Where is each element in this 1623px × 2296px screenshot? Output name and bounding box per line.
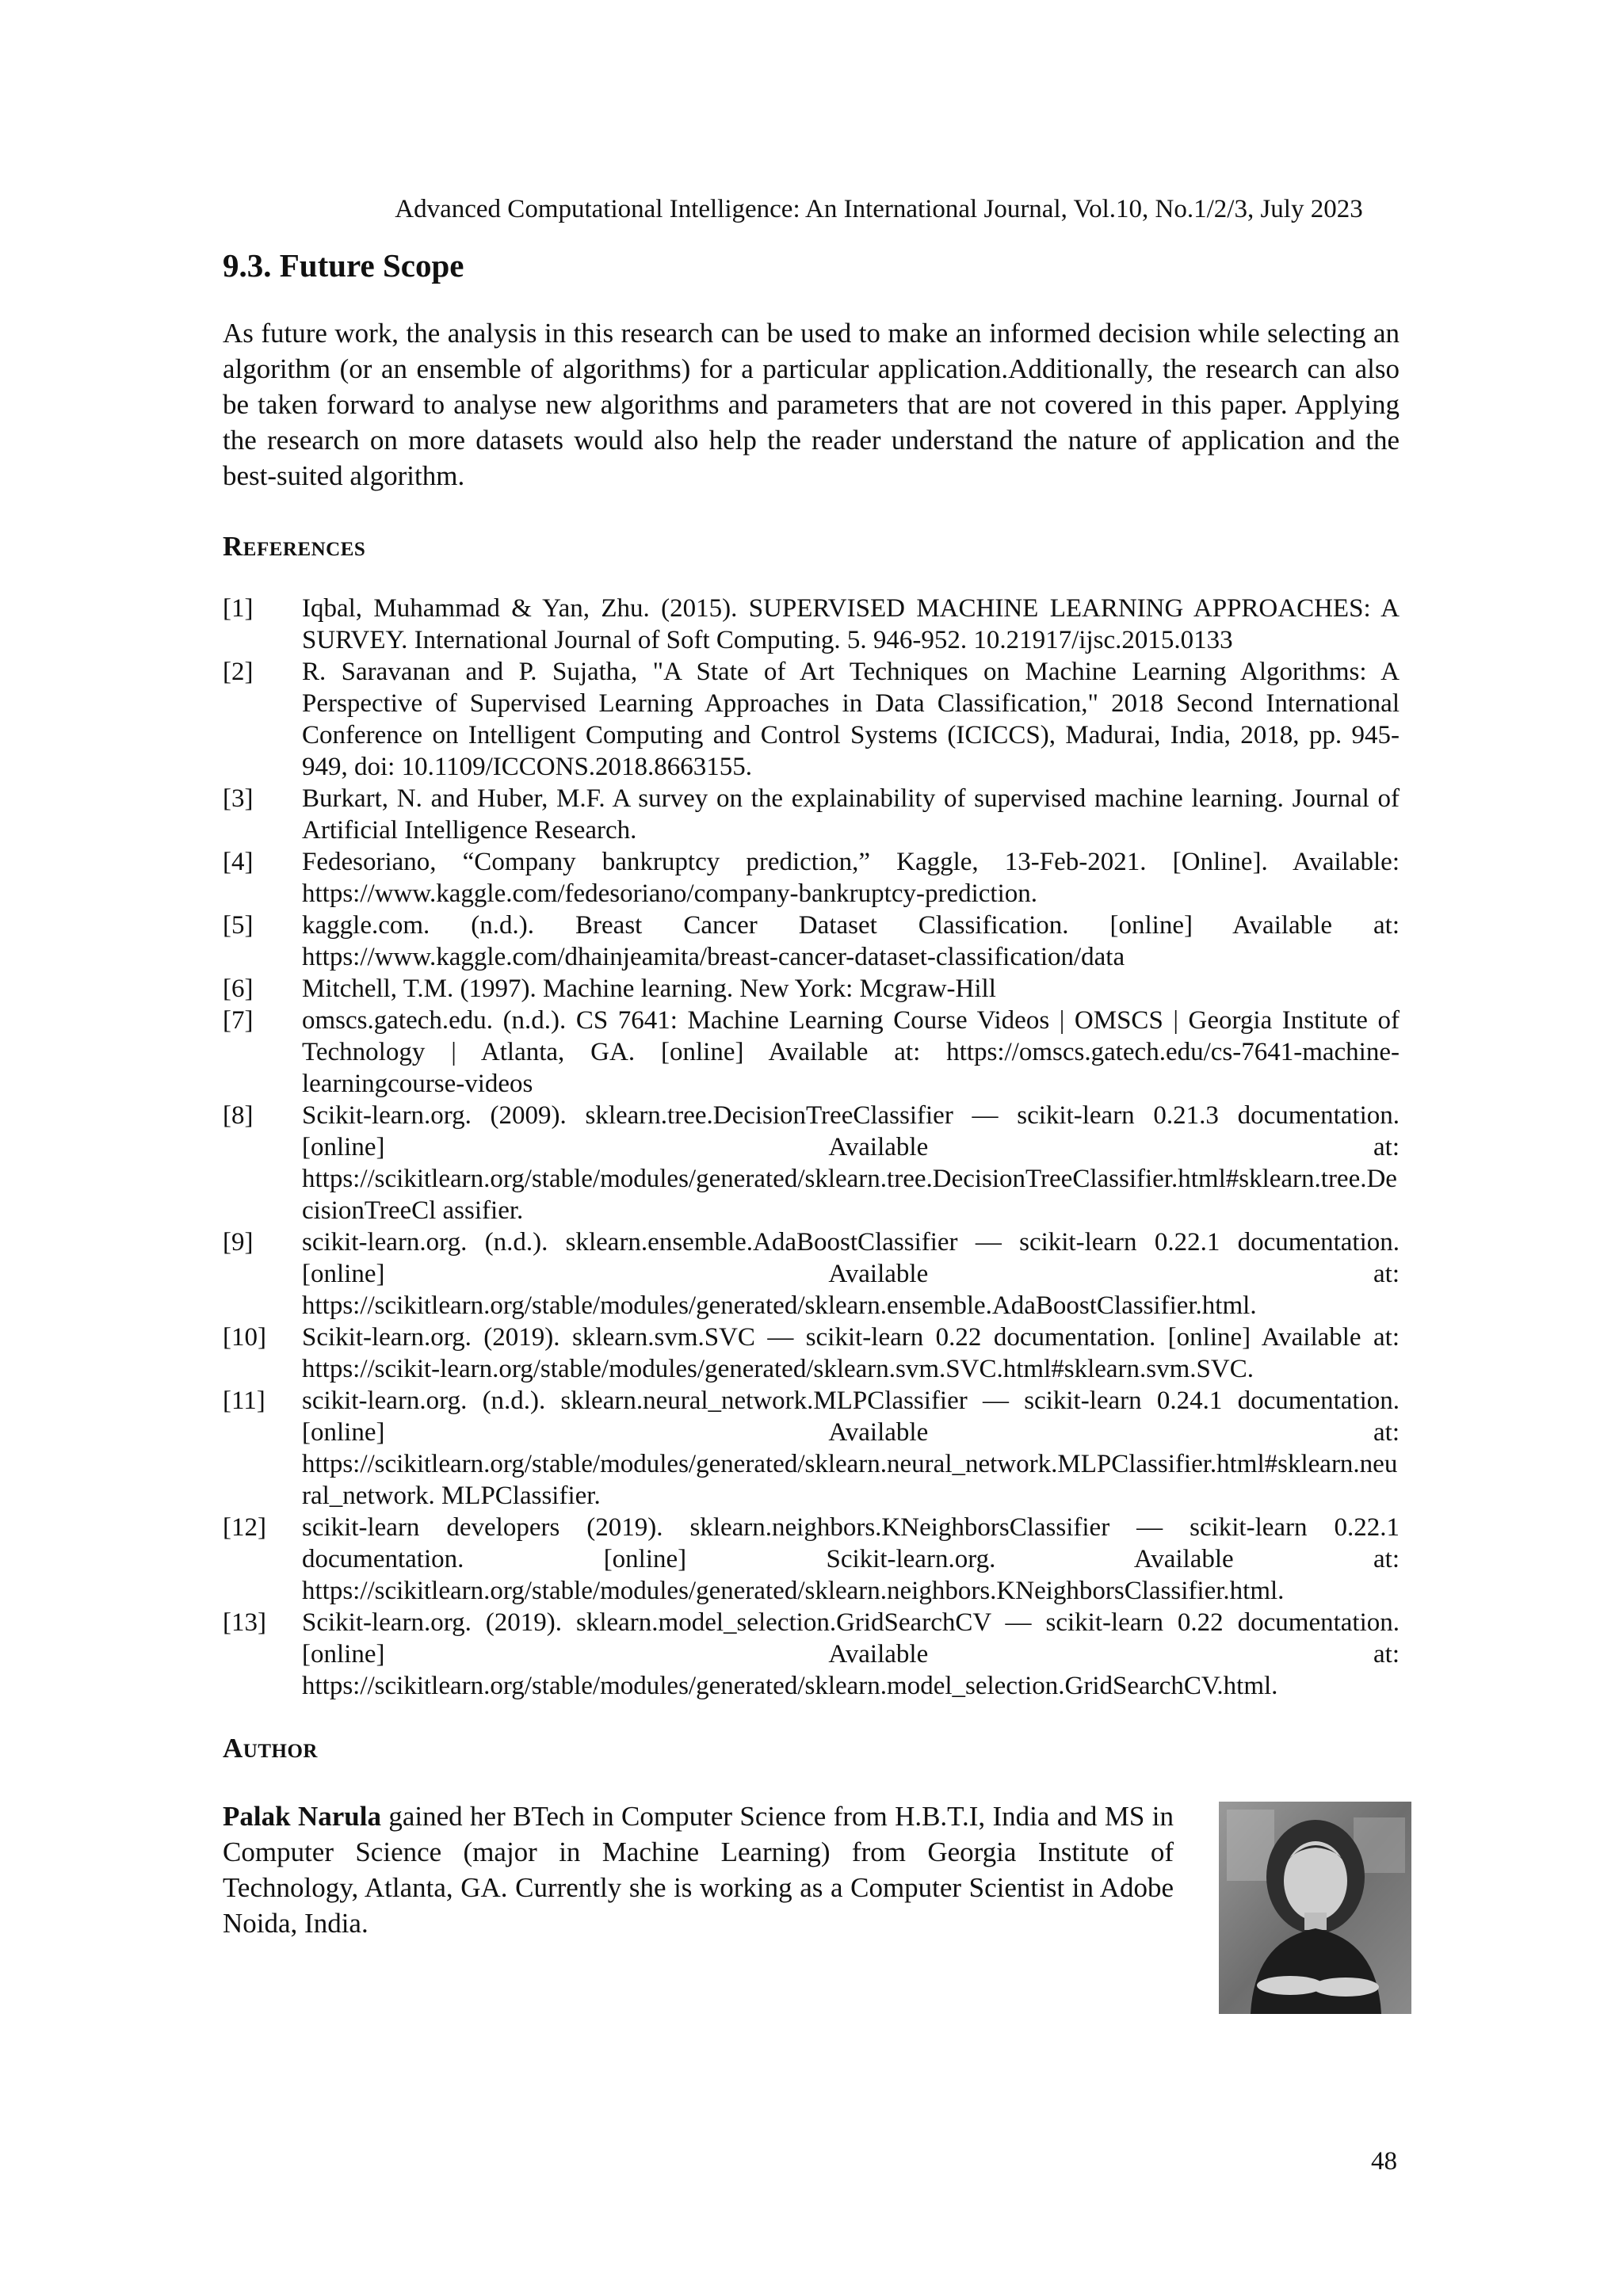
author-portrait-image [1219,1802,1411,2014]
reference-text: Scikit-learn.org. (2019). sklearn.svm.SVC — scikit-learn 0.22 documentation. [online] Available at: https://scikit-learn.org/stable/modules/generated/sklearn.svm.SVC.html#sklearn.svm.SVC. [302,1323,1400,1383]
author-heading: Author [223,1733,318,1764]
reference-number: [1] [223,594,254,623]
reference-item [223,783,1400,846]
reference-list [223,593,1400,1702]
reference-text: kaggle.com. (n.d.). Breast Cancer Dataset Classification. [online] Available at: https://www.kaggle.com/dhainjeamita/breast-cancer-dataset-classification/data [302,911,1400,971]
reference-number: [9] [223,1228,254,1257]
author-bio [223,1798,1174,1941]
reference-text: scikit-learn.org. (n.d.). sklearn.ensemble.AdaBoostClassifier — scikit-learn 0.22.1 documentation. [online] Available at: https://scikitlearn.org/stable/modules/generated/sklearn.ensemble.AdaBoostClassifier.html. [302,1228,1400,1320]
reference-number: [3] [223,784,254,813]
reference-text: Mitchell, T.M. (1997). Machine learning. New York: Mcgraw-Hill [302,974,996,1003]
reference-text: scikit-learn.org. (n.d.). sklearn.neural_network.MLPClassifier — scikit-learn 0.24.1 documentation. [online] Available at: https://scikitlearn.org/stable/modules/generated/sklearn.neural_network.MLPClassifier.html#sklearn.neural_network. MLPClassifier. [302,1386,1400,1510]
reference-number: [11] [223,1386,265,1415]
author-photo [1219,1802,1411,2014]
author-bio-text: gained her BTech in Computer Science from H.B.T.I, India and MS in Computer Science (major in Machine Learning) from Georgia Institute of Technology, Atlanta, GA. Currently she is working as a Computer Scientist in Adobe Noida, India. [223,1801,1174,1939]
reference-number: [13] [223,1608,266,1637]
reference-text: Scikit-learn.org. (2019). sklearn.model_selection.GridSearchCV — scikit-learn 0.22 documentation. [online] Available at: https://scikitlearn.org/stable/modules/generated/sklearn.model_selection.GridSearchCV.html. [302,1608,1400,1700]
reference-item [223,1005,1400,1100]
reference-item [223,846,1400,910]
reference-text: omscs.gatech.edu. (n.d.). CS 7641: Machine Learning Course Videos | OMSCS | Georgia Institute of Technology | Atlanta, GA. [online] Available at: https://omscs.gatech.edu/cs-7641-machine-learningcourse-videos [302,1006,1400,1098]
reference-item [223,1322,1400,1385]
reference-text: Fedesoriano, “Company bankruptcy prediction,” Kaggle, 13-Feb-2021. [Online]. Available: https://www.kaggle.com/fedesoriano/company-bankruptcy-prediction. [302,848,1400,908]
reference-text: Burkart, N. and Huber, M.F. A survey on the explainability of supervised machine learning. Journal of Artificial Intelligence Research. [302,784,1400,845]
reference-text: scikit-learn developers (2019). sklearn.neighbors.KNeighborsClassifier — scikit-learn 0.22.1 documentation. [online] Scikit-learn.org. Available at: https://scikitlearn.org/stable/modules/generated/sklearn.neighbors.KNeighborsClassifier.html. [302,1513,1400,1605]
reference-text: Iqbal, Muhammad & Yan, Zhu. (2015). SUPERVISED MACHINE LEARNING APPROACHES: A SURVEY. International Journal of Soft Computing. 5. 946-952. 10.21917/ijsc.2015.0133 [302,594,1400,654]
running-header: Advanced Computational Intelligence: An International Journal, Vol.10, No.1/2/3, July 2023 [395,195,1363,223]
references-heading: References [223,531,366,562]
reference-item [223,1226,1400,1322]
author-name: Palak Narula [223,1801,381,1832]
reference-number: [7] [223,1006,254,1035]
reference-number: [4] [223,848,254,876]
future-scope-paragraph: As future work, the analysis in this research can be used to make an informed decision while selecting an algorithm (or an ensemble of algorithms) for a particular application.Additionally, the research can also be taken forward to analyse new algorithms and parameters that are not covered in this paper. Applying the research on more datasets would also help the reader understand the nature of application and the best-suited algorithm. [223,318,1400,491]
reference-number: [10] [223,1323,266,1352]
future-scope-heading: 9.3. Future Scope [223,247,464,284]
reference-text: Scikit-learn.org. (2009). sklearn.tree.DecisionTreeClassifier — scikit-learn 0.21.3 documentation. [online] Available at: https://scikitlearn.org/stable/modules/generated/sklearn.tree.DecisionTreeClassifier.html#sklearn.tree.DecisionTreeCl assifier. [302,1101,1400,1225]
reference-number: [2] [223,658,254,686]
reference-item [223,1385,1400,1512]
reference-item [223,973,1400,1005]
reference-item [223,656,1400,783]
page-number: 48 [1371,2147,1397,2176]
reference-item [223,1100,1400,1226]
reference-number: [5] [223,911,254,940]
reference-text: R. Saravanan and P. Sujatha, "A State of Art Techniques on Machine Learning Algorithms: A Perspective of Supervised Learning Approaches in Data Classification," 2018 Second International Conference on Intelligent Computing and Control Systems (ICICCS), Madurai, India, 2018, pp. 945-949, doi: 10.1109/ICCONS.2018.8663155. [302,658,1400,781]
reference-item [223,1512,1400,1607]
reference-number: [6] [223,974,254,1003]
reference-item [223,593,1400,656]
reference-item [223,1607,1400,1702]
reference-number: [12] [223,1513,266,1542]
reference-item [223,910,1400,973]
reference-number: [8] [223,1101,254,1130]
